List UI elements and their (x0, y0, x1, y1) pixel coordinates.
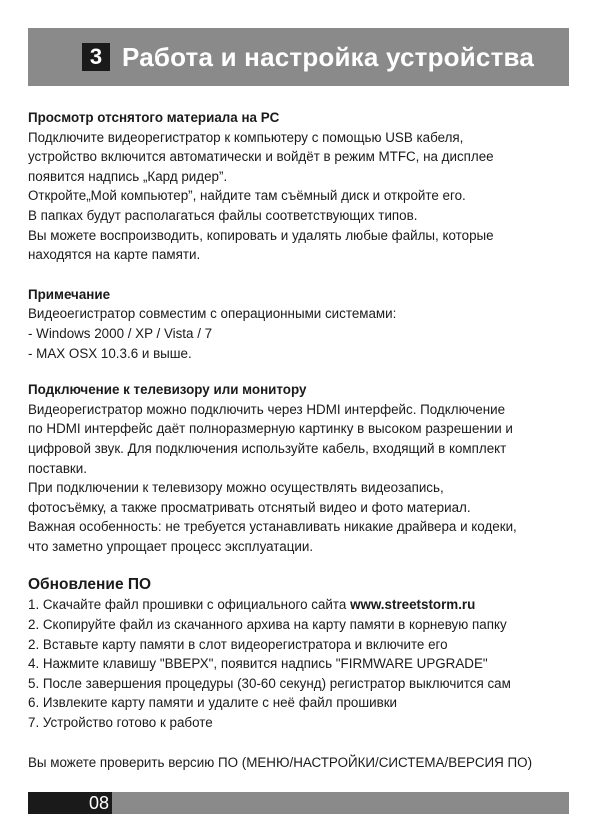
list-item: 7. Устройство готово к работе (28, 715, 213, 731)
paragraph-line: При подключении к телевизору можно осуществлять видеозапись, (28, 480, 444, 496)
list-item: 2. Скопируйте файл из скачанного архива на карту памяти в корневую папку (28, 617, 507, 633)
section-heading: Подключение к телевизору или монитору (28, 382, 307, 398)
paragraph-line: Видеорегистратор можно подключить через HDMI интерфейс. Подключение (28, 401, 506, 417)
website-link[interactable]: www.streetstorm.ru (350, 597, 476, 613)
paragraph-line: Видеоегистратор совместим с операционными системами: (28, 306, 397, 322)
list-item (28, 595, 576, 615)
page-number: 08 (88, 793, 109, 813)
paragraph-line: Откройте„Мой компьютер”, найдите там съёмный диск и откройте его. (28, 188, 466, 204)
list-item: 4. Нажмите клавишу "ВВЕРХ", появится надпись "FIRMWARE UPGRADE" (28, 656, 488, 672)
section-heading: Просмотр отснятого материала на PC (28, 110, 280, 125)
paragraph-line: Подключите видеорегистратор к компьютеру с помощью USB кабеля, (28, 129, 464, 145)
paragraph-line: находятся на карте памяти. (28, 247, 201, 263)
paragraph-line: поставки. (28, 460, 87, 476)
paragraph-line: по HDMI интерфейс даёт полноразмерную картинку в высоком разрешении и (28, 421, 513, 437)
section-tv-connection (28, 380, 576, 556)
list-item: - MAX OSX 10.3.6 и выше. (28, 345, 192, 361)
step-text: 1. Скачайте файл прошивки с официального сайта (28, 597, 351, 613)
section-heading: Примечание (28, 286, 111, 302)
section-note (28, 285, 576, 363)
paragraph-line: фотосъёмку, а также просматривать отснятый видео и фото материал. (28, 499, 471, 515)
list-item: - Windows 2000 / XP / Vista / 7 (28, 325, 213, 341)
paragraph-line: Вы можете воспроизводить, копировать и удалять любые файлы, которые (28, 227, 494, 243)
paragraph-line: что заметно упрощает процесс эксплуатации. (28, 538, 314, 554)
paragraph-line: Важная особенность: не требуется устанавливать никакие драйвера и кодеки, (28, 519, 517, 535)
chapter-header (28, 28, 569, 86)
section-heading: Обновление ПО (28, 576, 152, 594)
list-item: 6. Извлеките карту памяти и удалите с неё файл прошивки (28, 695, 398, 711)
list-item: 2. Вставьте карту памяти в слот видеорегистратора и включите его (28, 636, 448, 652)
paragraph-line: устройство включится автоматически и войдёт в режим MTFC, на дисплее (28, 149, 494, 165)
page-footer (28, 792, 569, 814)
page-number-box (28, 792, 112, 814)
chapter-title: Работа и настройка устройства (122, 41, 535, 72)
page-content (28, 108, 576, 772)
paragraph-line: В папках будут располагаться файлы соответствующих типов. (28, 207, 418, 223)
chapter-number: 3 (82, 43, 110, 71)
paragraph-line: появится надпись „Кард ридер”. (28, 168, 228, 184)
version-note: Вы можете проверить версию ПО (МЕНЮ/НАСТРОЙКИ/СИСТЕМА/ВЕРСИЯ ПО) (28, 754, 533, 770)
section-firmware-update (28, 574, 576, 772)
paragraph-line: цифровой звук. Для подключения используйте кабель, входящий в комплект (28, 440, 507, 456)
section-view-on-pc (28, 108, 576, 265)
list-item: 5. После завершения процедуры (30-60 секунд) регистратор выключится сам (28, 675, 511, 691)
